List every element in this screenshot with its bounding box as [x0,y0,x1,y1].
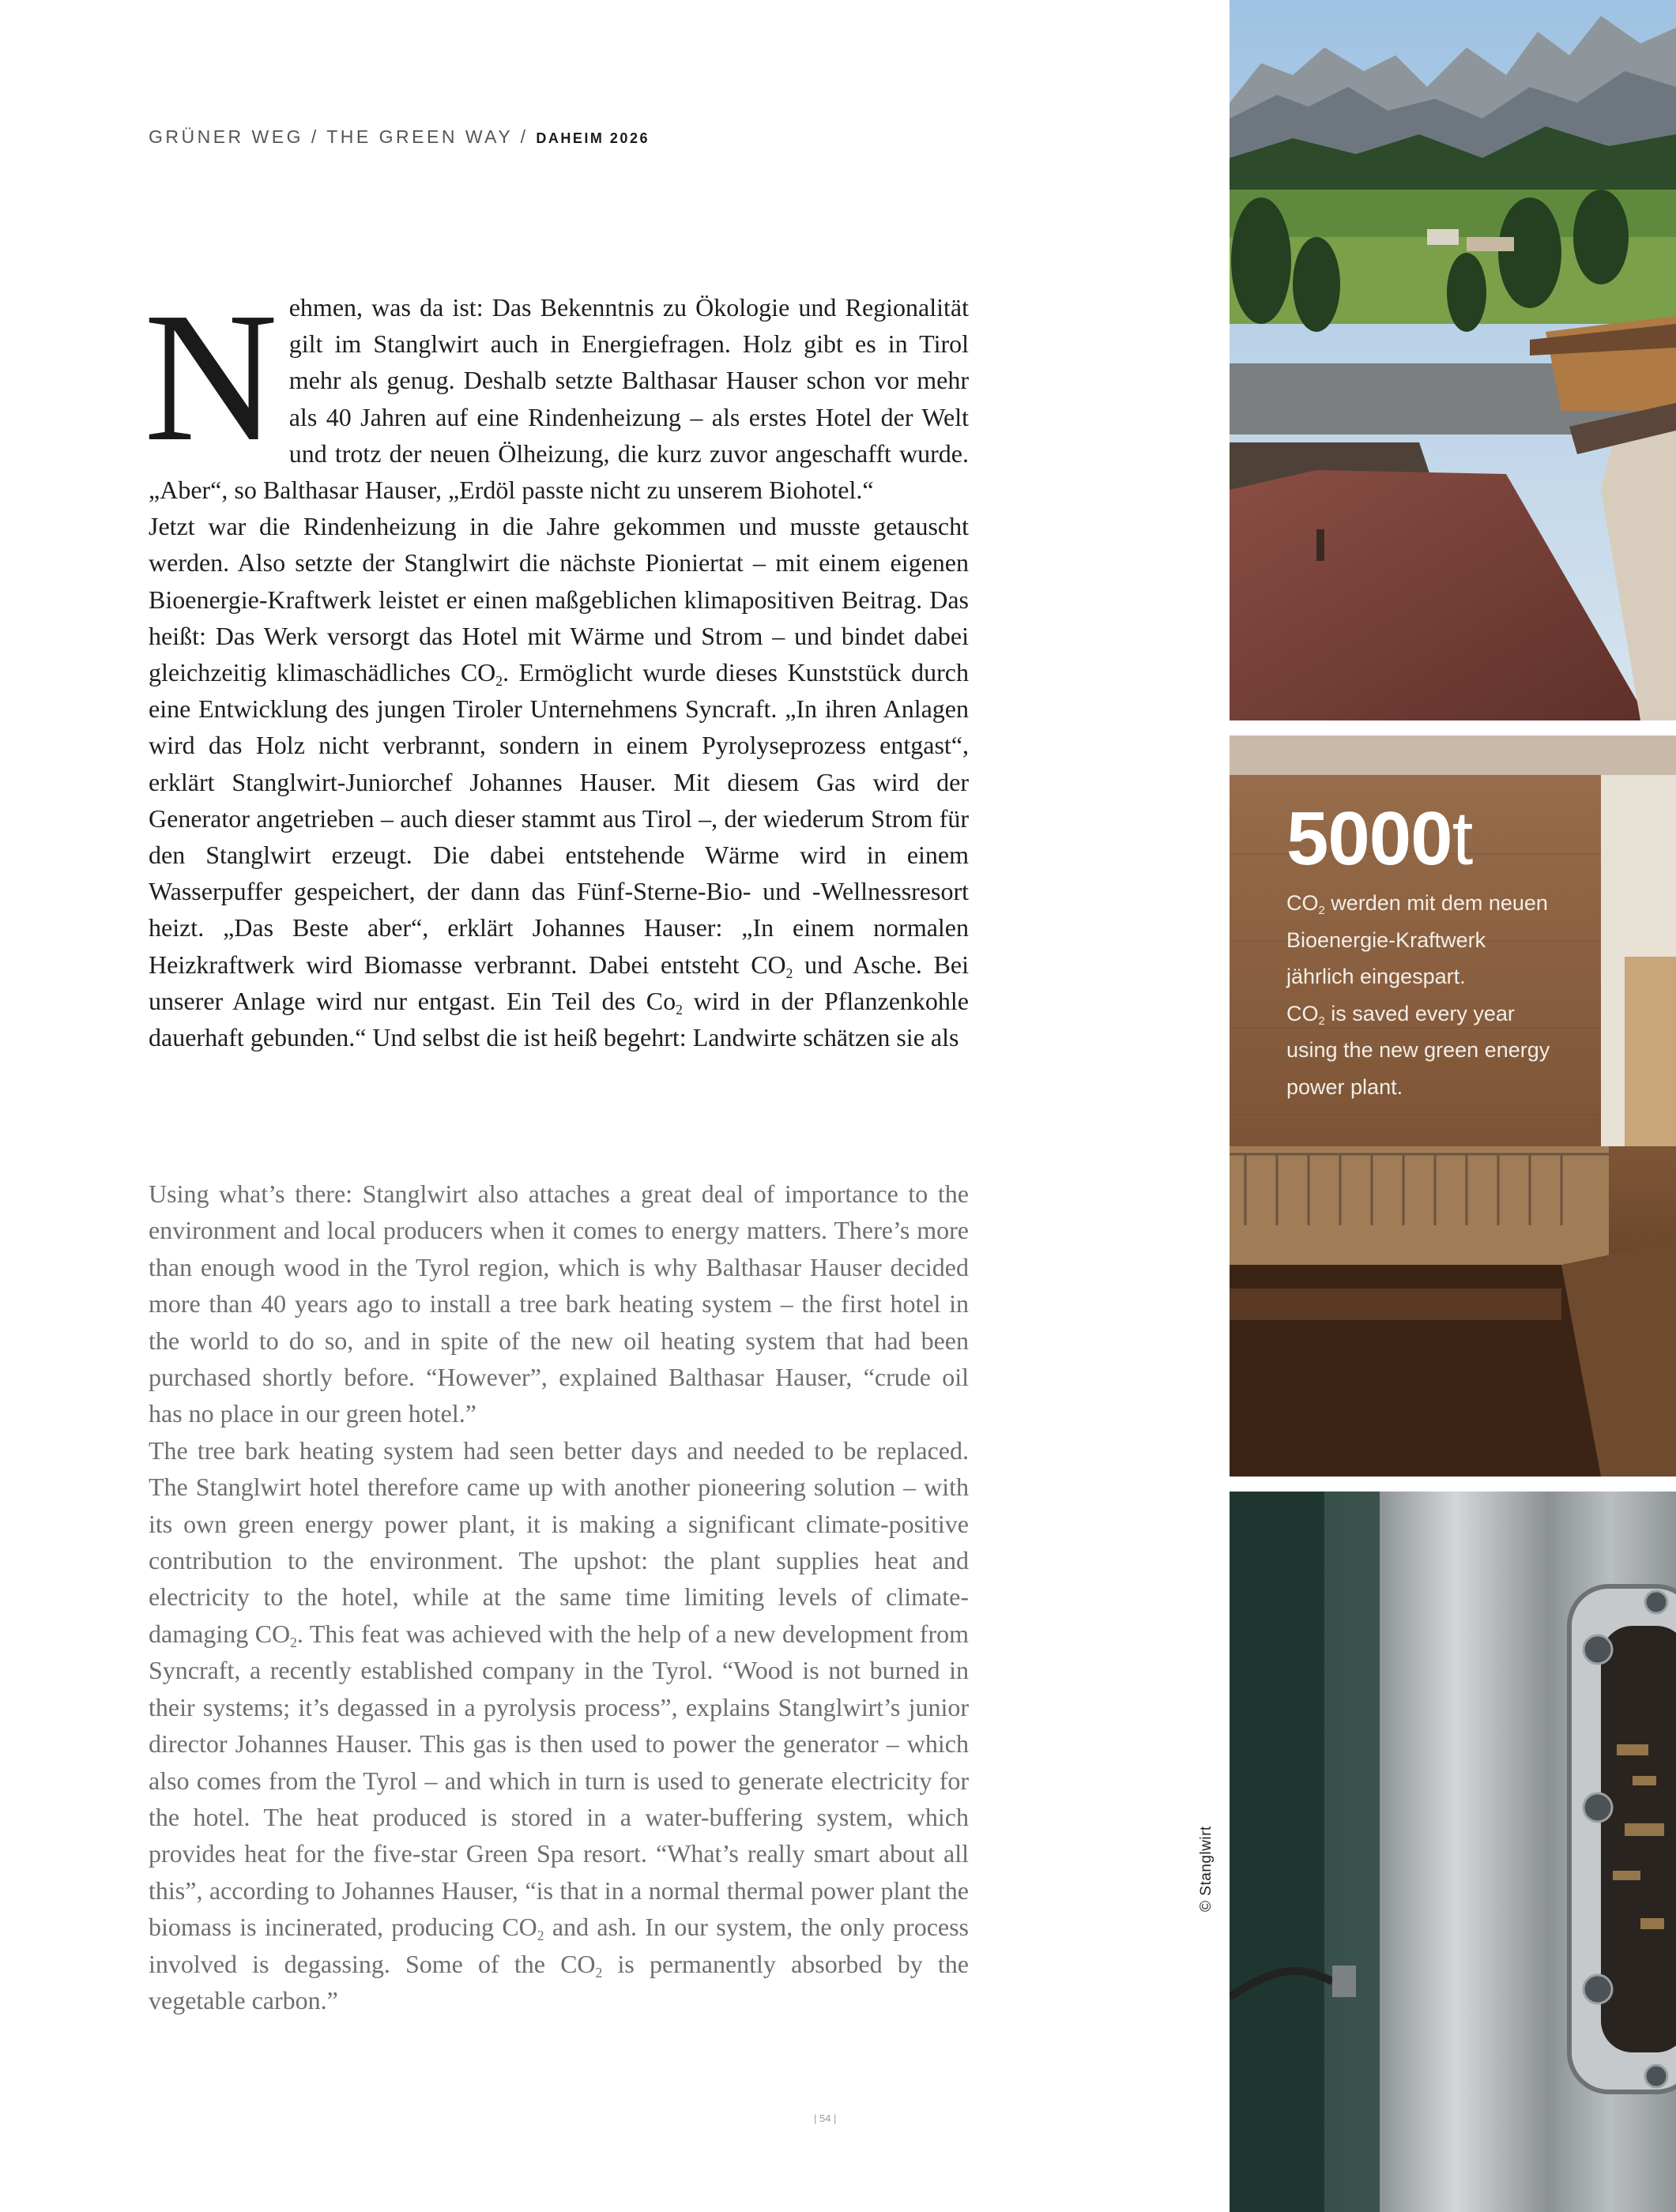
subscript: 2 [495,673,503,690]
co-label: CO [1286,891,1319,915]
english-p2-text-b: . This feat was achieved with the help of a new development from Syncraft, a recently established company in the Tyrol. “Wood is not burned in their systems; it’s degassed in a pyrolysis process”, explains Stanglwirt’s junior director Johannes Hauser. This gas is then used to power the generator – which also comes from the Tyrol – and which in turn is used to generate electricity for the hotel. The heat produced is stored in a water-buffering system, which provides heat for the five-star Green Spa resort. “What’s really smart about all this”, according to Johannes Hauser, “is that in a normal thermal power plant the biomass is incinerated, producing CO [149,1619,969,1942]
page-number: | 54 | [814,2112,837,2124]
german-article [144,274,970,1055]
german-p1-text: ehmen, was da ist: Das Bekenntnis zu Ökologie und Regionalität gilt im Stanglwirt auch in Energiefragen. Holz gibt es in Tirol mehr als genug. Deshalb setzte Balthasar Hauser schon vor mehr als 40 Jahren auf eine Rindenheizung – als erstes Hotel der Welt und trotz der neuen Ölheizung, die kurz zuvor angeschafft wurde. „Aber“, so Balthasar Hauser, „Erdöl passte nicht zu unserem Biohotel.“ [149,293,969,505]
subscript: 2 [676,1002,683,1018]
subscript: 2 [290,1635,297,1651]
landscape-photo [1230,0,1676,720]
subscript: 2 [1318,905,1325,918]
section-kicker [149,126,650,148]
caption-en-text: is saved every year using the new green energy power plant. [1286,1001,1550,1099]
statistic-unit: t [1452,796,1473,881]
subscript: 2 [595,1964,603,1981]
statistic-caption-de [1286,885,1555,995]
co-label: CO [1286,1001,1319,1025]
statistic-caption-en [1286,995,1555,1106]
subscript: 2 [1318,1014,1325,1028]
subscript: 2 [785,965,793,981]
english-paragraph-2 [149,1432,969,2019]
german-p2-text-b: . Ermöglicht wurde dieses Kunststück durch eine Entwicklung des jungen Tiroler Unternehmens Syncraft. „In ihren Anlagen wird das Holz nicht verbrannt, sondern in einem Pyrolyseprozess entgast“, erklärt Stanglwirt-Juniorchef Johannes Hauser. Mit diesem Gas wird der Generator angetrieben – auch dieser stammt aus Tirol –, der wiederum Strom für den Stanglwirt erzeugt. Die dabei entstehende Wärme wird in einem Wasserpuffer gespeichert, der dann das Fünf-Sterne-Bio- und -Wellnessresort heizt. „Das Beste aber“, erklärt Johannes Hauser: „In einem normalen Heizkraftwerk wird Biomasse verbrannt. Dabei entsteht CO [149,658,970,979]
german-p2-text-d: wird in der Pflanzenkohle dauerhaft gebunden.“ Und selbst die ist heiß begehrt: Landwirte schätzen sie als [149,986,969,1052]
caption-de-text: werden mit dem neuen Bioenergie-Kraftwerk jährlich eingespart. [1286,891,1548,988]
co2-statistic [1286,796,1555,1105]
english-p2-text-a: The tree bark heating system had seen better days and needed to be replaced. The Stanglwirt hotel therefore came up with another pioneering solution – with its own green energy power plant, it is making a significant climate-positive contribution to the environment. The upshot: the plant supplies heat and electricity to the hotel, while at the same time limiting levels of climate-damaging CO [149,1435,969,1648]
english-paragraph-1: Using what’s there: Stanglwirt also attaches a great deal of importance to the environment and local producers when it comes to energy matters. There’s more than enough wood in the Tyrol region, which is why Balthasar Hauser decided more than 40 years ago to install a tree bark heating system – the first hotel in the world to do so, and in spite of the new oil heating system that had been purchased shortly before. “However”, explained Balthasar Hauser, “crude oil has no place in our green hotel.” [149,1179,969,1428]
german-p2-text-a: Jetzt war die Rindenheizung in die Jahre gekommen und musste getauscht werden. Also setzte der Stanglwirt die nächste Pioniertat – mit einem eigenen Bioenergie-Kraftwerk leistet er einen maßgeblichen klimapositiven Beitrag. Das heißt: Das Werk versorgt das Hotel mit Wärme und Strom – und bindet dabei gleichzeitig klimaschädliches CO [149,512,969,687]
english-p2-text-c: and ash. In our system, the only process involved is degassing. Some of the CO [149,1913,969,1978]
german-p2-text-c: und Asche. Bei unserer Anlage wird nur entgast. Ein Teil des Co [149,950,970,1015]
subscript: 2 [537,1928,544,1944]
kicker-issue: DAHEIM 2026 [536,130,650,146]
kicker-text: GRÜNER WEG / THE GREEN WAY / [149,126,537,147]
german-paragraph-2 [149,508,969,1055]
english-p2-text-d: is permanently absorbed by the vegetable carbon.” [149,1949,970,2014]
statistic-value: 5000 [1286,796,1452,881]
statistic-number [1286,796,1555,881]
english-article [149,1176,969,2018]
generator-photo [1230,1492,1676,2212]
drop-cap: N [144,274,278,480]
photo-credit: © Stanglwirt [1198,1826,1215,1912]
